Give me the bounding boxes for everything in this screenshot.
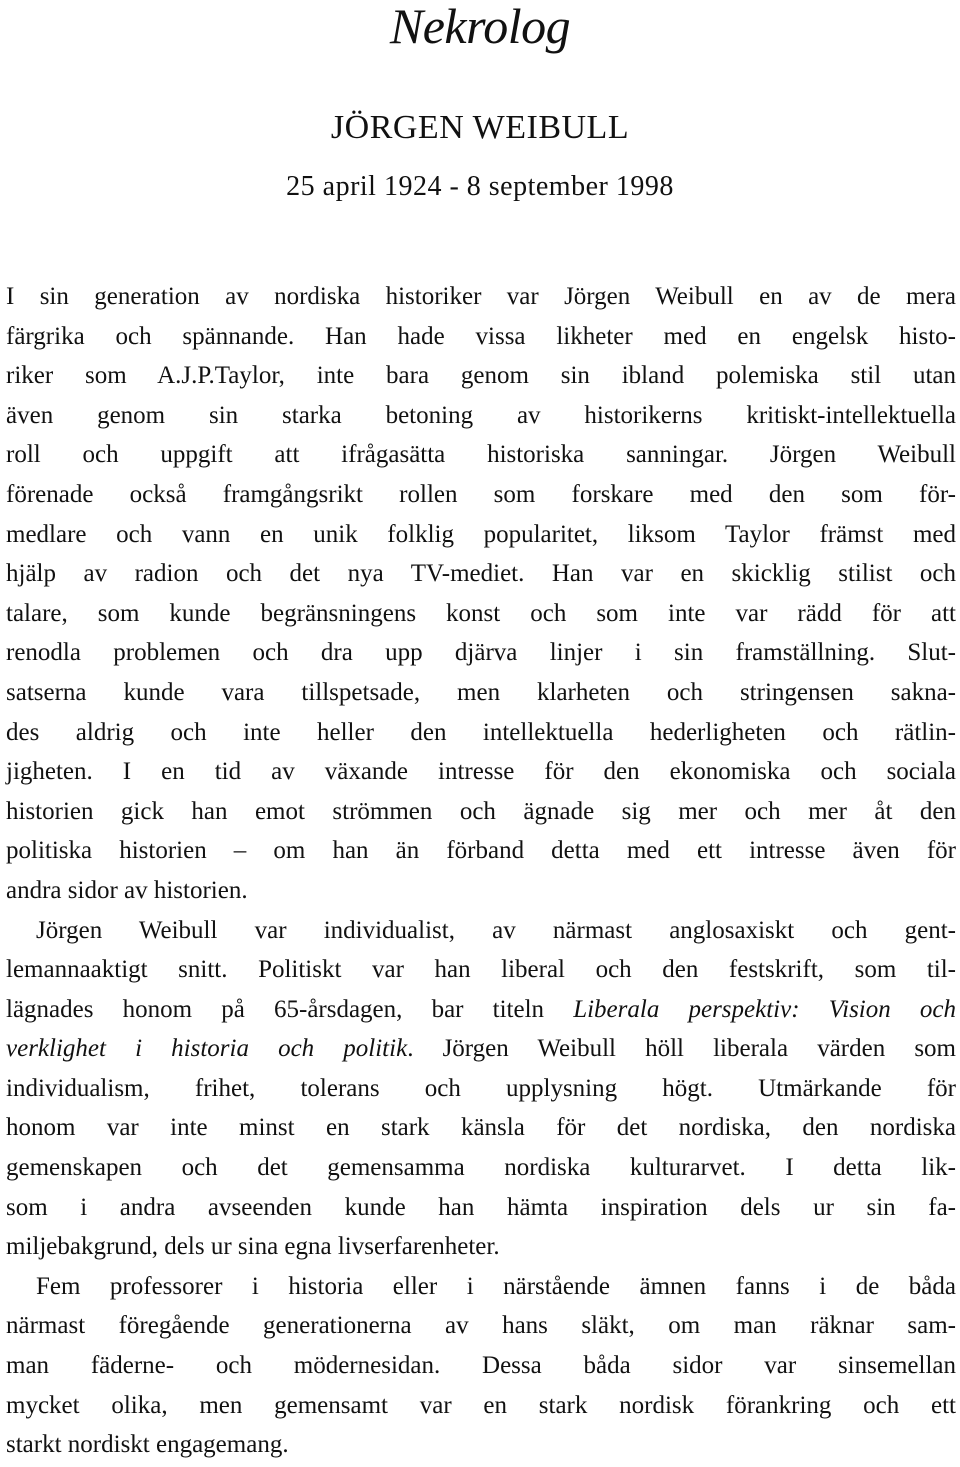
text-line: lemannaaktigt snitt. Politiskt var han liberal och den festskrift, som til- [6,956,956,984]
text-line: hjälp av radion och det nya TV-mediet. Han var en skicklig stilist och [6,560,956,588]
text-line: riker som A.J.P.Taylor, inte bara genom sin ibland polemiska stil utan [6,362,956,390]
text-line: närmast föregående generationerna av hans släkt, om man räknar sam- [6,1312,956,1340]
text-line: gemenskapen och det gemensamma nordiska kulturarvet. I detta lik- [6,1154,956,1182]
text-line: man fäderne- och mödernesidan. Dessa båda sidor var sinsemellan [6,1352,956,1380]
text-line: historien gick han emot strömmen och ägnade sig mer och mer åt den [6,797,956,825]
text-line: starkt nordiskt engagemang. [6,1431,289,1459]
text-line: I sin generation av nordiska historiker var Jörgen Weibull en av de mera [6,283,956,310]
text-line: des aldrig och inte heller den intellektuella hederligheten och rätlin- [6,718,956,746]
text-line: jigheten. I en tid av växande intresse för den ekonomiska och sociala [6,758,956,786]
text-line [6,1029,956,1069]
book-title-part-2: verklighet i historia och politik [6,1035,408,1063]
text-line: andra sidor av historien. [6,876,248,904]
book-title-part-1: Liberala perspektiv: Vision och [573,995,957,1023]
text-line: roll och uppgift att ifrågasätta historiska sanningar. Jörgen Weibull [6,441,956,469]
life-dates: 25 april 1924 - 8 september 1998 [286,171,674,202]
text-line: Fem professorer i historia eller i närstående ämnen fanns i de båda [36,1272,956,1300]
text-line: talare, som kunde begränsningens konst och som inte var rädd för att [6,599,956,627]
obituary-body [6,277,956,1465]
text-run: lägnades honom på 65-årsdagen, bar titeln [6,995,574,1023]
text-line: satserna kunde vara tillspetsade, men klarheten och stringensen sakna- [6,678,956,706]
text-line: även genom sin starka betoning av historikerns kritiskt-intellektuella [6,401,956,429]
text-line: mycket olika, men gemensamt var en stark nordisk förankring och ett [6,1391,956,1419]
text-line: Jörgen Weibull var individualist, av närmast anglosaxiskt och gent- [36,916,956,944]
text-line: politiska historien – om han än förband detta med ett intresse även för [6,837,956,865]
section-title: Nekrolog [389,0,571,54]
text-line: färgrika och spännande. Han hade vissa likheter med en engelsk histo- [6,322,956,350]
text-line: honom var inte minst en stark känsla för det nordiska, den nordiska [6,1114,956,1142]
text-line: medlare och vann en unik folklig popularitet, liksom Taylor främst med [6,520,956,548]
text-line: individualism, frihet, tolerans och upplysning högt. Utmärkande för [6,1074,956,1102]
text-line: renodla problemen och dra upp djärva linjer i sin framställning. Slut- [6,639,956,667]
text-line [6,990,956,1030]
text-line: förenade också framgångsrikt rollen som forskare med den som för- [6,480,956,508]
text-line: miljebakgrund, dels ur sina egna livserfarenheter. [6,1233,500,1261]
text-line: som i andra avseenden kunde han hämta inspiration dels ur sin fa- [6,1193,956,1221]
person-name: JÖRGEN WEIBULL [330,109,630,146]
text-run: . Jörgen Weibull höll liberala värden som [407,1035,957,1063]
